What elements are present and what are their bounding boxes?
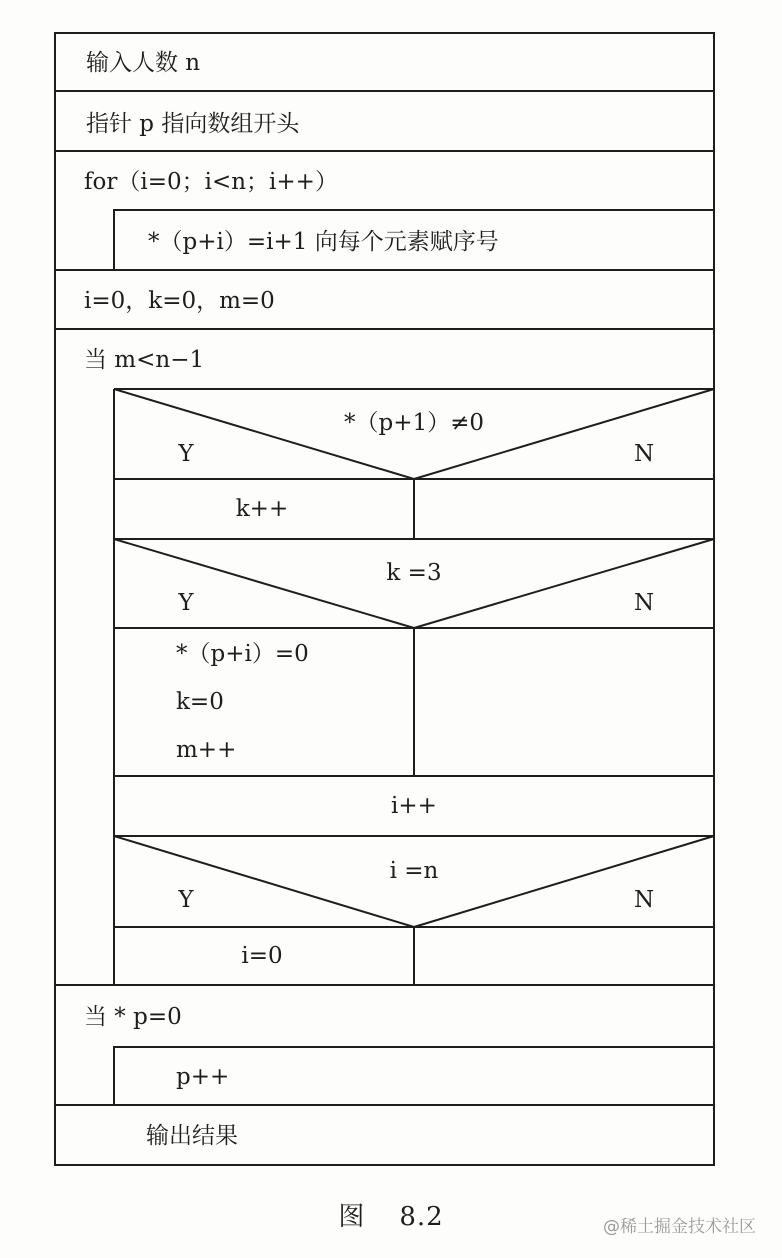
caption-prefix: 图 [338, 1202, 366, 1232]
for-body-text: *（p+i）=i+1 向每个元素赋序号 [148, 229, 499, 255]
pointer-init-text: 指针 p 指向数组开头 [86, 111, 300, 137]
for-header-text: for（i=0；i<n；i++） [84, 169, 338, 195]
output-text: 输出结果 [146, 1123, 238, 1149]
decision-1-condition: *（p+1）≠0 [343, 410, 485, 436]
watermark-text: @稀土掘金技术社区 [603, 1217, 756, 1237]
decision-1-no-label: N [633, 441, 655, 467]
input-count-text: 输入人数 n [86, 50, 201, 76]
caption-number: 8.2 [399, 1202, 444, 1232]
decision-3-no-label: N [633, 887, 655, 913]
chart-frame [55, 33, 714, 1165]
decision-3-condition: i =n [389, 858, 439, 884]
decision-1-yes-step: k++ [235, 496, 289, 522]
decision-2-yes-step: m++ [176, 737, 237, 763]
decision-2-no-label: N [633, 590, 655, 616]
while-star-p-text: 当 * p=0 [84, 1004, 182, 1030]
decision-2-yes-step: k=0 [176, 689, 224, 715]
decision-2-yes-label: Y [178, 590, 194, 616]
i-increment-text: i++ [391, 793, 437, 819]
decision-1-yes-label: Y [178, 441, 194, 467]
decision-2-yes-step: *（p+i）=0 [176, 641, 309, 667]
outer-border [55, 33, 714, 1165]
decision-3-yes-step: i=0 [241, 943, 283, 969]
decision-3-yes-label: Y [178, 887, 194, 913]
while-star-p-body-text: p++ [176, 1064, 230, 1090]
while-header-text: 当 m<n−1 [84, 347, 205, 373]
decision-2-condition: k =3 [386, 560, 442, 586]
init-vars-text: i=0，k=0，m=0 [84, 288, 275, 314]
